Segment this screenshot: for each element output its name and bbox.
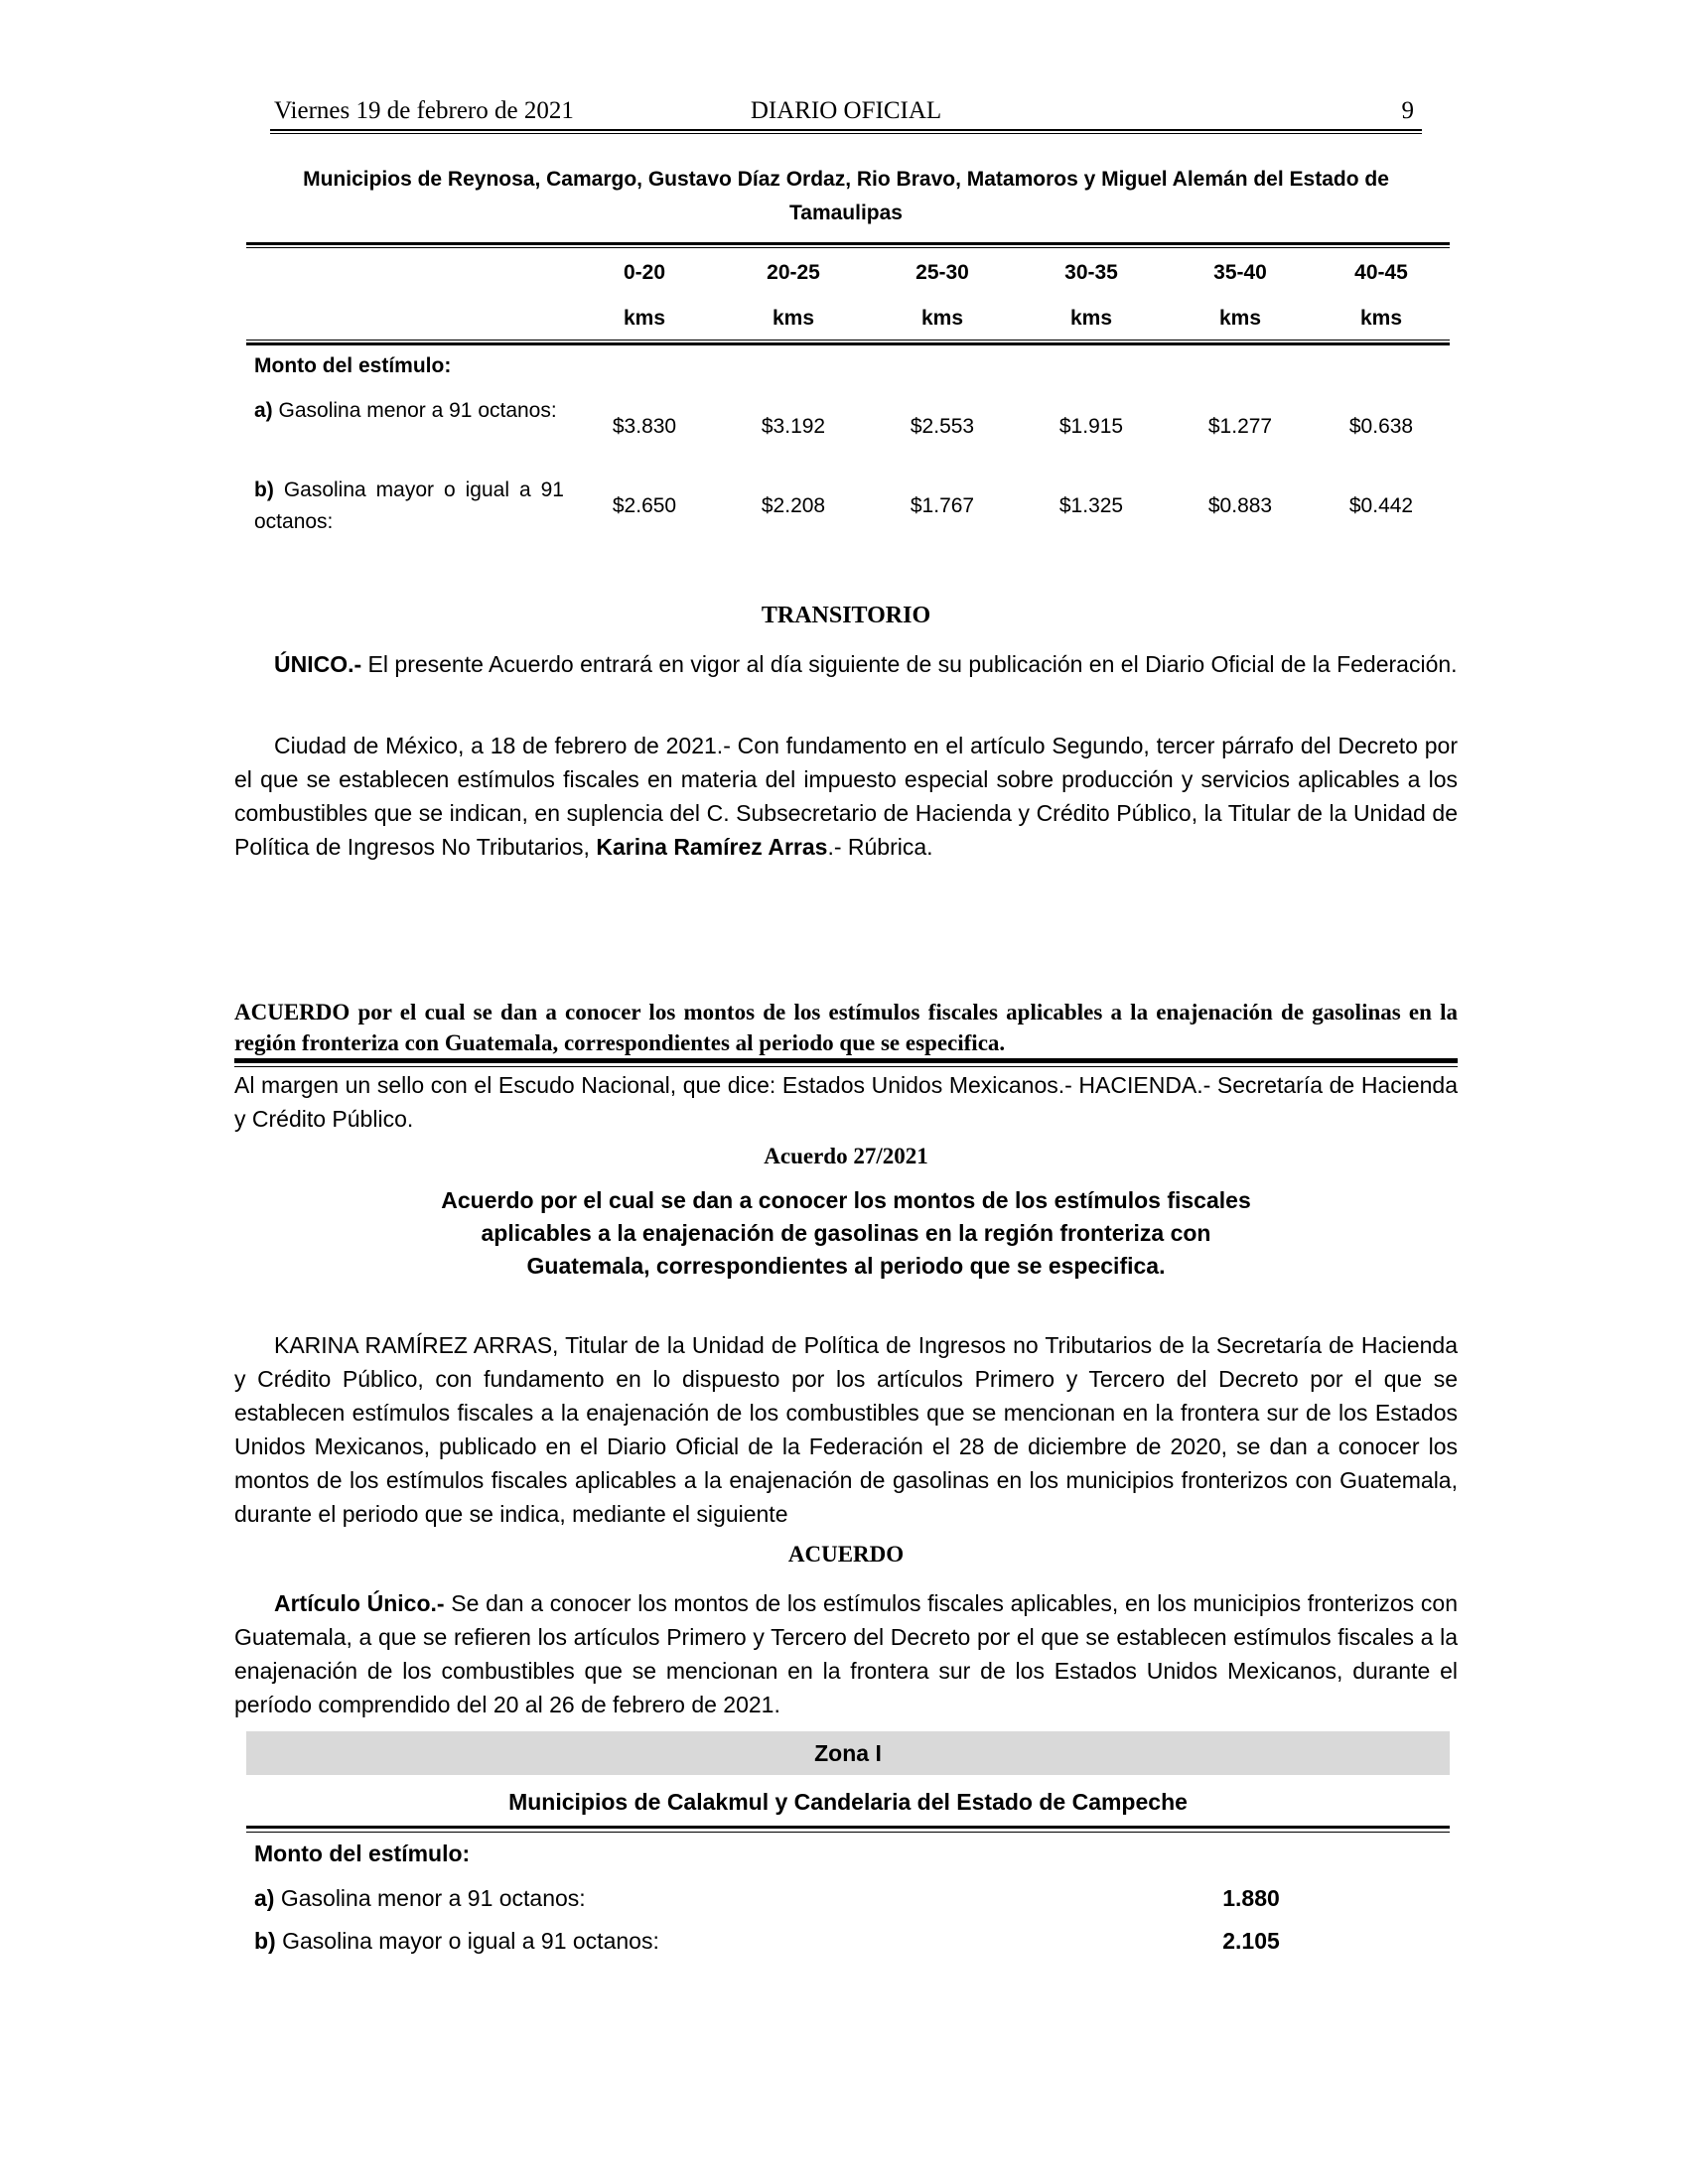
acuerdo-margen: Al margen un sello con el Escudo Nacional, que dice: Estados Unidos Mexicanos.- HACIENDA.- Secretaría de Hacienda y Crédito Público. bbox=[234, 1072, 1458, 1132]
signer-name: Karina Ramírez Arras bbox=[596, 834, 828, 860]
row-text: Gasolina menor a 91 octanos: bbox=[274, 1885, 586, 1911]
transitorio-heading: TRANSITORIO bbox=[761, 603, 931, 628]
col-unit: kms bbox=[1359, 307, 1403, 330]
unico-label: ÚNICO.- bbox=[274, 651, 362, 677]
table1-col-header bbox=[1166, 250, 1315, 341]
table1-cell: $0.638 bbox=[1348, 415, 1414, 438]
row-text: Gasolina menor a 91 octanos: bbox=[278, 399, 557, 422]
header-page-number: 9 bbox=[1401, 97, 1414, 124]
row-text: Gasolina mayor o igual a 91 octanos: bbox=[254, 478, 564, 533]
table2-value: 2.105 bbox=[1222, 1928, 1280, 1954]
acuerdo-intro bbox=[234, 1328, 1458, 1531]
table2-title: Municipios de Calakmul y Candelaria del Estado de Campeche bbox=[508, 1789, 1188, 1815]
table2-rule bbox=[246, 1826, 1450, 1829]
table2-rule-thin bbox=[246, 1832, 1450, 1833]
table1-cell: $1.325 bbox=[1058, 494, 1124, 517]
table2-row-label bbox=[254, 1881, 586, 1915]
table1-cell: $2.553 bbox=[910, 415, 975, 438]
table1-rule-mid-thin bbox=[246, 340, 1450, 341]
header-rule-thin bbox=[270, 133, 1422, 134]
col-range: 35-40 bbox=[1213, 261, 1267, 284]
table1-row-label bbox=[254, 475, 564, 538]
acuerdo-heading: ACUERDO bbox=[787, 1542, 905, 1567]
table1-cell: $0.442 bbox=[1348, 494, 1414, 517]
firma-text: Ciudad de México, a 18 de febrero de 2021.- Con fundamento en el artículo Segundo, tercer párrafo del Decreto por el que se establecen estímulos fiscales en materia del impuesto especial sobre producción y servicios aplicables a los combustibles que se indican, en suplencia del C. Subsecretario de Hacienda y Crédito Público, la Titular de la Unidad de Política de Ingresos No Tributarios, bbox=[234, 733, 1458, 860]
table1-cell: $1.277 bbox=[1207, 415, 1273, 438]
header-rule bbox=[270, 129, 1422, 131]
table1-col-header bbox=[868, 250, 1017, 341]
table1-title: Municipios de Reynosa, Camargo, Gustavo Díaz Ordaz, Rio Bravo, Matamoros y Miguel Alemán del Estado de Tamaulipas bbox=[303, 168, 1389, 224]
col-unit: kms bbox=[920, 307, 964, 330]
acuerdo-rule-thin bbox=[234, 1066, 1458, 1067]
unico-text: El presente Acuerdo entrará en vigor al día siguiente de su publicación en el Diario Oficial de la Federación. bbox=[361, 651, 1458, 677]
table1-row-label bbox=[254, 395, 564, 427]
acuerdo-title: ACUERDO por el cual se dan a conocer los montos de los estímulos fiscales aplicables a la enajenación de gasolinas en la región fronteriza con Guatemala, correspondientes al periodo que se especifica. bbox=[234, 1000, 1458, 1055]
table1-cell: $0.883 bbox=[1207, 494, 1273, 517]
table1-col-header bbox=[719, 250, 868, 341]
transitorio-unico bbox=[234, 647, 1458, 681]
col-range: 40-45 bbox=[1354, 261, 1408, 284]
transitorio-firma bbox=[234, 729, 1458, 864]
row-text: Gasolina mayor o igual a 91 octanos: bbox=[275, 1928, 659, 1954]
table1-cell: $2.208 bbox=[761, 494, 826, 517]
acuerdo-subtitle: Acuerdo por el cual se dan a conocer los montos de los estímulos fiscales aplicables a la enajenación de gasolinas en la región fronteriza con Guatemala, correspondientes al periodo que se especifica. bbox=[441, 1187, 1251, 1279]
table2-row-label bbox=[254, 1924, 659, 1958]
table1-rule-mid bbox=[246, 342, 1450, 345]
col-range: 25-30 bbox=[915, 261, 969, 284]
acuerdo-number: Acuerdo 27/2021 bbox=[764, 1144, 928, 1168]
col-unit: kms bbox=[772, 307, 815, 330]
table2-value: 1.880 bbox=[1222, 1885, 1280, 1911]
page-header bbox=[270, 95, 1422, 131]
col-range: 0-20 bbox=[623, 261, 666, 284]
col-unit: kms bbox=[1218, 307, 1262, 330]
col-range: 20-25 bbox=[767, 261, 820, 284]
table1-col-header bbox=[1307, 250, 1456, 341]
acuerdo-articulo bbox=[234, 1586, 1458, 1721]
table1-col-header bbox=[570, 250, 719, 341]
table1-cell: $3.192 bbox=[761, 415, 826, 438]
row-prefix: a) bbox=[254, 1885, 275, 1911]
table1-cell: $2.650 bbox=[612, 494, 677, 517]
row-prefix: b) bbox=[254, 1928, 276, 1954]
table1-monto-label: Monto del estímulo: bbox=[254, 354, 452, 377]
table1-rule-top-thin bbox=[246, 247, 1450, 248]
table1-cell: $3.830 bbox=[612, 415, 677, 438]
row-prefix: b) bbox=[254, 478, 274, 501]
col-unit: kms bbox=[623, 307, 666, 330]
row-prefix: a) bbox=[254, 399, 273, 422]
acuerdo-rule bbox=[234, 1058, 1458, 1063]
table2-monto-label: Monto del estímulo: bbox=[254, 1841, 471, 1866]
articulo-label: Artículo Único.- bbox=[274, 1590, 445, 1616]
header-date: Viernes 19 de febrero de 2021 bbox=[274, 97, 574, 124]
table1-col-header bbox=[1017, 250, 1166, 341]
intro-text: KARINA RAMÍREZ ARRAS, Titular de la Unidad de Política de Ingresos no Tributarios de la Secretaría de Hacienda y Crédito Público, con fundamento en lo dispuesto por los artículos Primero y Tercero del Decreto por el que se establecen estímulos fiscales a la enajenación de los combustibles que se mencionan en la frontera sur de los Estados Unidos Mexicanos, publicado en el Diario Oficial de la Federación el 28 de diciembre de 2020, se dan a conocer los montos de los estímulos fiscales aplicables a la enajenación de gasolinas en los municipios fronterizos con Guatemala, durante el periodo que se indica, mediante el siguiente bbox=[234, 1332, 1458, 1527]
col-range: 30-35 bbox=[1064, 261, 1118, 284]
zona-label: Zona I bbox=[814, 1740, 882, 1766]
articulo-text: Se dan a conocer los montos de los estímulos fiscales aplicables, en los municipios fronterizos con Guatemala, a que se refieren los artículos Primero y Tercero del Decreto por el que se establecen estímulos fiscales a la enajenación de los combustibles que se mencionan en la frontera sur de los Estados Unidos Mexicanos, durante el período comprendido del 20 al 26 de febrero de 2021. bbox=[234, 1590, 1458, 1717]
table1-rule-top bbox=[246, 242, 1450, 245]
table1-cell: $1.767 bbox=[910, 494, 975, 517]
col-unit: kms bbox=[1069, 307, 1113, 330]
table1-cell: $1.915 bbox=[1058, 415, 1124, 438]
header-publication: DIARIO OFICIAL bbox=[750, 97, 942, 124]
firma-end: .- Rúbrica. bbox=[827, 834, 933, 860]
